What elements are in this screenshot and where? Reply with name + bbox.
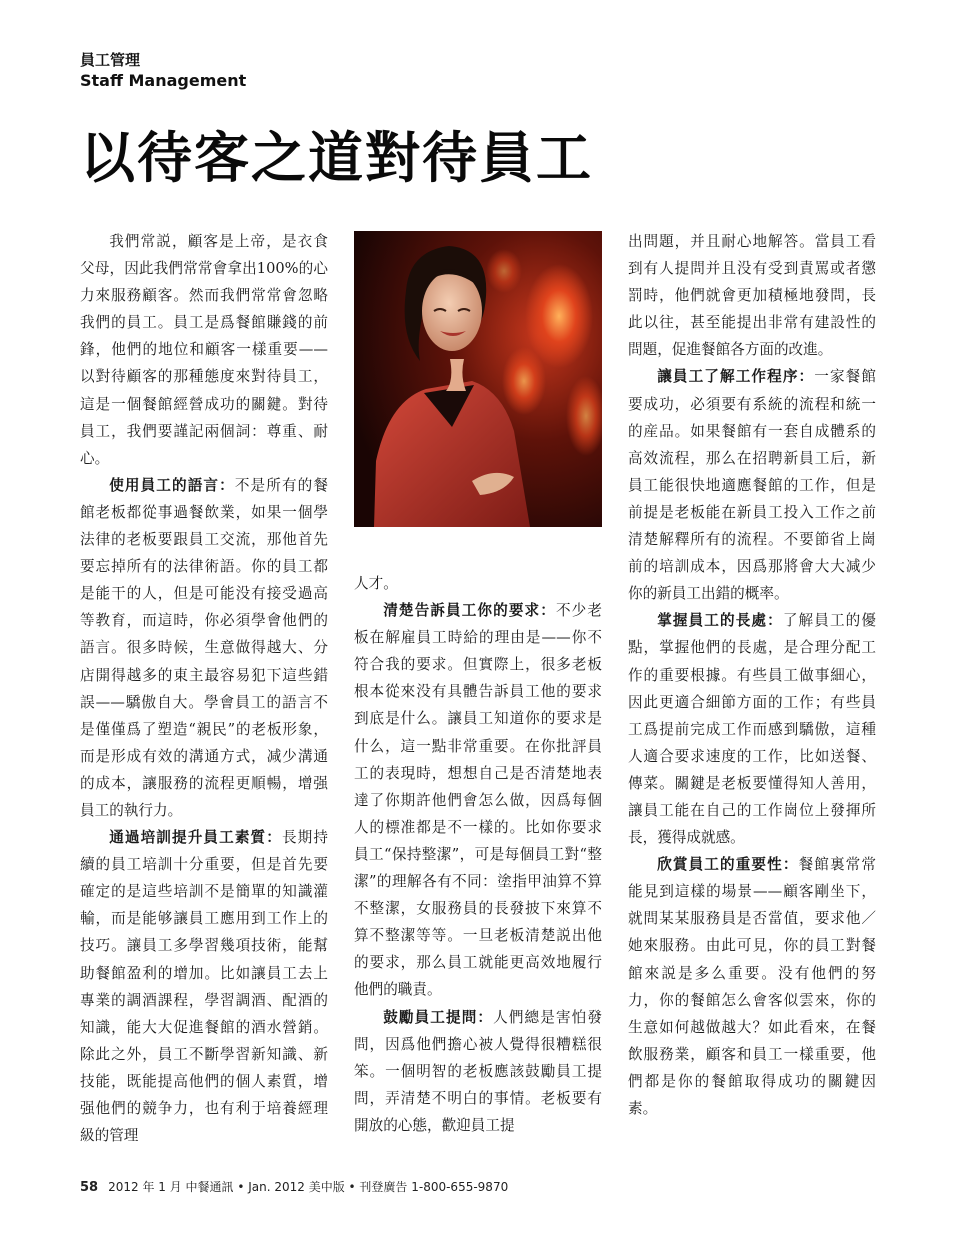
- section-body: 不少老板在解雇員工時給的理由是——你不符合我的要求。但實際上，很多老板根本從來没有具體告訴員工他的要求到底是什么。讓員工知道你的要求是什么，這一點非常重要。在你批評員工的表現時，想想自己是否清楚地表達了你期許他們會怎么做，因爲每個人的標准都是不一樣的。比如你要求員工“保持整潔”，可是每個員工對“整潔”的理解各有不同：塗指甲油算不算不整潔，女服務員的長發披下來算不算不整潔等等。一旦老板清楚説出他的要求，那么員工就能更高效地履行他們的職責。: [354, 602, 602, 999]
- footer-publication-info: 2012 年 1 月 中餐通訊 • Jan. 2012 美中版 • 刊登廣告 1-800-655-9870: [108, 1180, 509, 1194]
- article-column-1: [80, 228, 328, 1149]
- section-encourage-questions: [354, 1004, 602, 1139]
- page-footer: [80, 1178, 508, 1195]
- subheading: 使用員工的語言：: [109, 476, 235, 494]
- subheading: 鼓勵員工提問：: [383, 1008, 494, 1026]
- subheading: 清楚告訴員工你的要求：: [383, 602, 556, 620]
- waitress-photo: [354, 231, 602, 527]
- article-title: 以待客之道對待員工: [80, 125, 594, 190]
- section-training: [80, 824, 328, 1149]
- section-label-chinese: 員工管理: [80, 51, 141, 69]
- continued-paragraph: 出問題，并且耐心地解答。當員工看到有人提問并且没有受到責罵或者懲罰時，他們就會更加積極地發問，長此以往，甚至能提出非常有建設性的問題，促進餐館各方面的改進。: [628, 233, 876, 359]
- section-appreciation: [628, 851, 876, 1122]
- section-body: 長期持續的員工培訓十分重要，但是首先要確定的是這些培訓不是簡單的知識灌輸，而是能够讓員工應用到工作上的技巧。讓員工多學習幾項技術，能幫助餐館盈利的增加。比如讓員工去上專業的調酒課程，學習調酒、配酒的知識，能大大促進餐館的酒水營銷。除此之外，員工不斷學習新知識、新技能，既能提高他們的個人素質，增强他們的競争力，也有利于培養經理級的管理: [80, 829, 328, 1145]
- article-column-2: [354, 570, 602, 1139]
- section-body: 了解員工的優點，掌握他們的長處，是合理分配工作的重要根據。有些員工做事細心，因此更適合細節方面的工作；有些員工爲提前完成工作而感到驕傲，這種人適合要求速度的工作，比如送餐、傳菜。關鍵是老板要懂得知人善用，讓員工能在自己的工作崗位上發揮所長，獲得成就感。: [628, 612, 876, 847]
- section-using-staff-language: [80, 472, 328, 824]
- section-label-english: Staff Management: [80, 71, 247, 90]
- intro-paragraph: 我們常説，顧客是上帝，是衣食父母，因此我們常常會拿出100%的心力來服務顧客。然而我們常常會忽略我們的員工。員工是爲餐館賺錢的前鋒，他們的地位和顧客一樣重要——以對待顧客的那種態度來對待員工，這是一個餐館經營成功的關鍵。對待員工，我們要謹記兩個詞：尊重、耐心。: [80, 233, 328, 467]
- article-column-3: [628, 228, 876, 1122]
- subheading: 讓員工了解工作程序：: [657, 368, 815, 386]
- section-body: 不是所有的餐館老板都從事過餐飲業，如果一個學法律的老板要跟員工交流，那他首先要忘掉所有的法律術語。你的員工都是能干的人，但是可能没有接受過高等教育，而這時，你必須學會他們的語言。很多時候，生意做得越大、分店開得越多的東主最容易犯下這些錯誤——驕傲自大。學會員工的語言不是僅僅爲了塑造“親民”的老板形象，而是形成有效的溝通方式，减少溝通的成本，讓服務的流程更順暢，增强員工的執行力。: [80, 476, 328, 819]
- section-clear-requirements: [354, 597, 602, 1003]
- section-work-procedures: [628, 363, 876, 607]
- continued-paragraph: 人才。: [354, 575, 398, 592]
- subheading: 欣賞員工的重要性：: [657, 856, 799, 874]
- section-staff-strengths: [628, 607, 876, 851]
- section-body: 一家餐館要成功，必須要有系統的流程和統一的産品。如果餐館有一套自成體系的高效流程，那么在招聘新員工后，新員工能很快地適應餐館的工作，但是前提是老板能在新員工投入工作之前清楚解釋所有的流程。不要節省上崗前的培訓成本，因爲那將會大大减少你的新員工出錯的概率。: [628, 368, 876, 603]
- section-label: [80, 50, 246, 91]
- subheading: 掌握員工的長處：: [657, 612, 783, 630]
- section-body: 餐館裏常常能見到這樣的場景——顧客剛坐下，就問某某服務員是否當值，要求他／她來服務。由此可見，你的員工對餐館來説是多么重要。没有他們的努力，你的餐館怎么會客似雲來，你的生意如何越做越大？如此看來，在餐飲服務業，顧客和員工一樣重要，他們都是你的餐館取得成功的關鍵因素。: [628, 856, 876, 1117]
- section-body: 人們總是害怕發問，因爲他們擔心被人覺得很糟糕很笨。一個明智的老板應該鼓勵員工提問，弄清楚不明白的事情。老板要有開放的心態，歡迎員工提: [354, 1008, 602, 1134]
- page-number: 58: [80, 1180, 99, 1195]
- subheading: 通過培訓提升員工素質：: [109, 829, 282, 847]
